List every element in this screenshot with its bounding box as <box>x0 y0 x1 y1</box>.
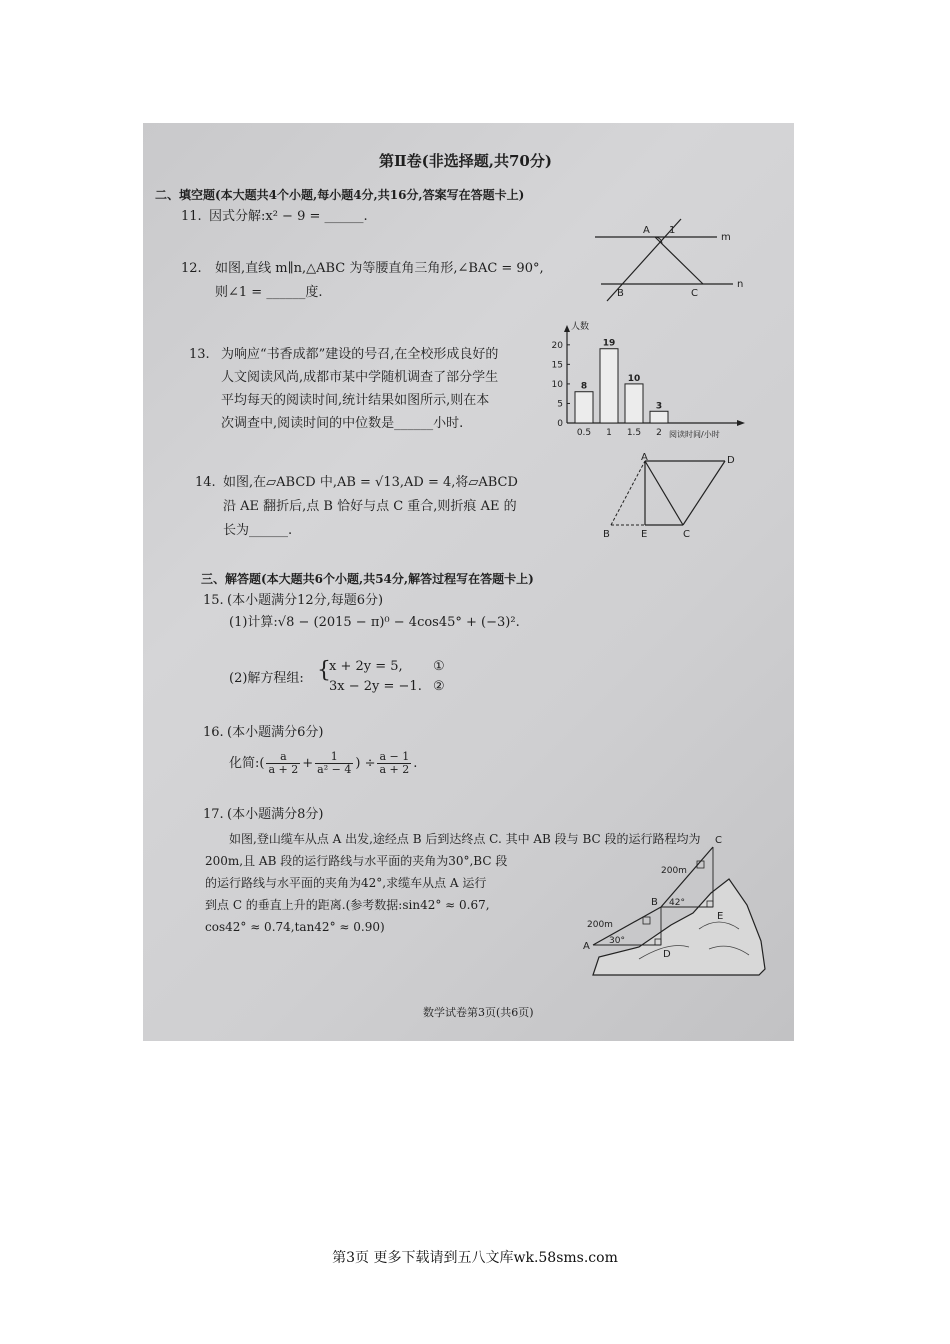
bar <box>575 392 593 423</box>
y-tick-label: 0 <box>557 419 563 429</box>
data-label: 19 <box>602 338 616 349</box>
y-tick-label: 10 <box>551 379 563 390</box>
side-dc <box>683 461 725 525</box>
section-title: 第Ⅱ卷(非选择题,共70分) <box>379 152 552 170</box>
fraction-2-denominator: a² − 4 <box>317 763 352 776</box>
q15-part1: (1)计算:√8 − (2015 − π)⁰ − 4cos45° + (−3)². <box>229 615 520 630</box>
q16-expression: 化简:( $\frac{a}{a + 2}$ + $\frac{1}{\text{a² − 4}}$ ) ÷ $\frac{a - 1}{a + 2}$ . <box>229 750 418 776</box>
brace: { <box>317 658 331 683</box>
divide-sign: ÷ <box>364 756 376 771</box>
q17-label-a: A <box>583 941 590 952</box>
segment-ac <box>645 461 683 525</box>
fraction-1-denominator: a + 2 <box>268 763 299 776</box>
page-number: 数学试卷第3页(共6页) <box>423 1006 534 1019</box>
cable-car-1-icon <box>643 917 650 924</box>
q16-number: 16. <box>203 725 224 740</box>
x-tick-label: 1 <box>606 428 612 438</box>
q11-number: 11. <box>181 209 202 224</box>
q14-line2: 沿 AE 翻折后,点 B 恰好与点 C 重合,则折痕 AE 的 <box>223 499 517 514</box>
q17-label-d: D <box>663 949 671 960</box>
q17-figure <box>579 829 769 977</box>
q17-line4: 到点 C 的垂直上升的距离.(参考数据:sin42° ≈ 0.67, <box>205 898 490 912</box>
q12-label-1: 1 <box>669 225 676 236</box>
y-axis-arrow <box>564 325 570 332</box>
q12-label-n: n <box>737 279 744 290</box>
q13-line3: 平均每天的阅读时间,统计结果如图所示,则在本 <box>221 393 490 408</box>
q14-label-d: D <box>727 455 735 466</box>
q17-length-ab: 200m <box>587 920 613 930</box>
q14-number: 14. <box>195 475 216 490</box>
bar <box>650 411 668 423</box>
q14-line3: 长为______. <box>223 523 293 538</box>
q12-label-m: m <box>721 232 731 243</box>
segment-ac <box>655 237 703 284</box>
q14-label-b: B <box>603 529 610 540</box>
y-tick-label: 20 <box>551 340 563 351</box>
data-label: 8 <box>580 381 588 392</box>
q17-header: (本小题满分8分) <box>227 807 324 822</box>
q15-eq1-mark: ① <box>433 659 445 674</box>
q17-angle-42: 42° <box>669 898 685 908</box>
q17-line5: cos42° ≈ 0.74,tan42° ≈ 0.90) <box>205 920 385 934</box>
x-tick-label: 2 <box>656 428 662 438</box>
fraction-1-numerator: a <box>266 751 300 764</box>
bar <box>625 384 643 423</box>
q15-eq2: 3x − 2y = −1. <box>329 679 422 694</box>
q12-figure <box>595 213 755 303</box>
q15-eq2-mark: ② <box>433 679 445 694</box>
q13-line2: 人文阅读风尚,成都市某中学随机调查了部分学生 <box>221 370 499 385</box>
q17-angle-30: 30° <box>609 936 625 946</box>
q12-number: 12. <box>181 261 202 276</box>
x-axis-arrow <box>737 420 745 426</box>
q14-label-a: A <box>641 452 648 463</box>
q17-line1: 如图,登山缆车从点 A 出发,途经点 B 后到达终点 C. 其中 AB 段与 BC 段的运行路程均为 <box>229 832 701 846</box>
fraction-2 <box>315 751 353 776</box>
side-ab-dashed <box>611 461 645 525</box>
q15-header: (本小题满分12分,每题6分) <box>227 593 384 608</box>
q17-line2: 200m,且 AB 段的运行路线与水平面的夹角为30°,BC 段 <box>205 854 508 868</box>
q13-number: 13. <box>189 347 210 362</box>
q12-label-c: C <box>691 288 698 299</box>
q16-label: 化简: <box>229 756 260 771</box>
q12-label-b: B <box>617 288 624 299</box>
y-axis-label: 人数 <box>571 322 590 332</box>
q17-number: 17. <box>203 807 224 822</box>
q11-text: 因式分解:x² − 9 = ______. <box>209 209 368 224</box>
data-label: 3 <box>655 401 663 412</box>
q13-line4: 次调查中,阅读时间的中位数是______小时. <box>221 416 464 431</box>
q17-length-bc: 200m <box>661 866 687 876</box>
y-tick-label: 15 <box>551 360 563 371</box>
q14-label-e: E <box>641 529 648 540</box>
q17-line3: 的运行路线与水平面的夹角为42°,求缆车从点 A 运行 <box>205 876 487 890</box>
x-tick-label: 1.5 <box>626 428 642 438</box>
q12-label-a: A <box>643 225 650 236</box>
fraction-2-numerator: 1 <box>315 751 353 764</box>
q14-line1: 如图,在▱ABCD 中,AB = √13,AD = 4,将▱ABCD <box>223 475 518 490</box>
q15-part2-label: (2)解方程组: <box>229 671 304 686</box>
q12-line2: 则∠1 = ______度. <box>215 285 323 300</box>
q17-label-b: B <box>651 897 658 908</box>
plus-sign: + <box>302 756 314 771</box>
bar <box>600 349 618 423</box>
fraction-3 <box>377 751 411 776</box>
q15-number: 15. <box>203 593 224 608</box>
y-tick-label: 5 <box>557 399 563 410</box>
part2-header: 二、填空题(本大题共4个小题,每小题4分,共16分,答案写在答题卡上) <box>155 188 525 202</box>
q17-label-e: E <box>717 911 724 922</box>
data-label: 10 <box>627 373 641 384</box>
part3-header: 三、解答题(本大题共6个小题,共54分,解答过程写在答题卡上) <box>201 572 534 586</box>
download-footer: 第3页 更多下载请到五八文库wk.58sms.com <box>332 1250 618 1266</box>
q13-line1: 为响应“书香成都”建设的号召,在全校形成良好的 <box>221 347 499 362</box>
x-axis-label: 阅读时间/小时 <box>669 430 720 439</box>
x-tick-label: 0.5 <box>576 428 592 438</box>
fraction-3-numerator: a − 1 <box>379 750 410 763</box>
q14-figure <box>601 451 767 543</box>
mountain-shape <box>593 879 765 975</box>
q14-label-c: C <box>683 529 690 540</box>
q16-header: (本小题满分6分) <box>227 725 324 740</box>
q12-line1: 如图,直线 m∥n,△ABC 为等腰直角三角形,∠BAC = 90°, <box>215 261 544 276</box>
q17-label-c: C <box>715 835 722 846</box>
fraction-3-denominator: a + 2 <box>379 763 410 776</box>
scanned-exam-page <box>143 123 794 1041</box>
q13-bar-chart <box>541 319 755 447</box>
q15-eq1: x + 2y = 5, <box>329 659 403 674</box>
fraction-1 <box>266 751 300 776</box>
